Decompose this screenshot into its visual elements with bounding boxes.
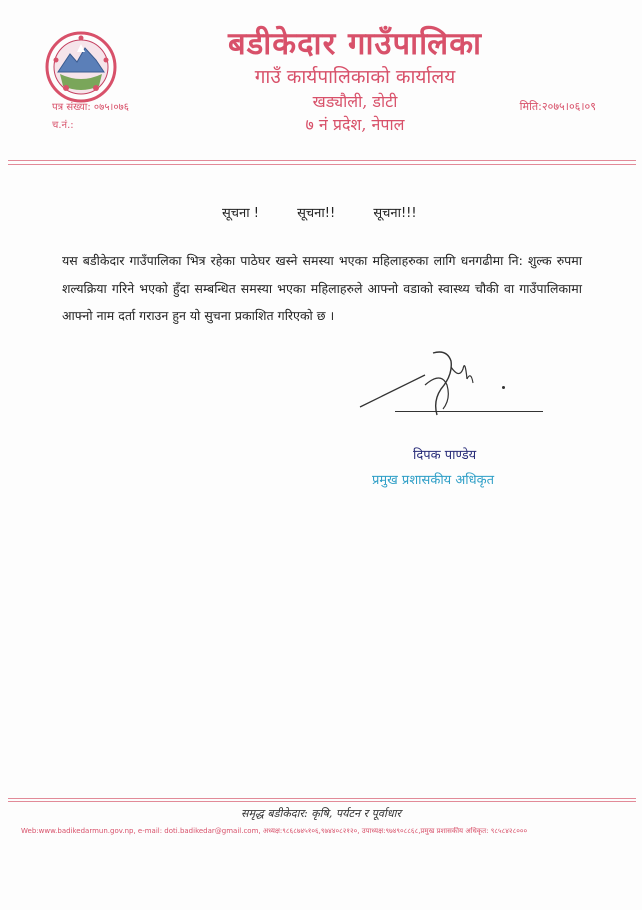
- signatory-name: दिपक पाण्डेय: [413, 448, 477, 463]
- notice-heading-1: सूचना !: [222, 206, 259, 221]
- signature-line: [395, 411, 543, 412]
- handwritten-signature: [355, 345, 495, 425]
- header-divider-top: [8, 160, 636, 161]
- signatory-title: प्रमुख प्रशासकीय अधिकृत: [372, 473, 495, 488]
- header-divider-bottom: [8, 164, 636, 165]
- footer-divider-top: [8, 798, 636, 799]
- notice-heading: [222, 203, 417, 221]
- footer-motto: समृद्ध बडीकेदार: कृषि, पर्यटन र पूर्वाधार: [241, 807, 401, 820]
- nepal-emblem-logo: [44, 30, 118, 104]
- address-line-1: खड्यौली, डोटी: [312, 92, 398, 111]
- notice-body: यस बडीकेदार गाउँपालिका भित्र रहेका पाठेघर खस्ने समस्या भएका महिलाहरुका लागि धनगढीमा नि: शुल्क रुपमा शल्यक्रिया गरिने भएको हुँदा सम्बन्धित समस्या भएका महिलाहरुले आफ्नो वडाको स्वास्थ्य चौकी वा गाउँपालिकामा आफ्नो नाम दर्ता गराउन हुन यो सुचना प्रकाशित गरिएको छ ।: [62, 253, 582, 323]
- notice-heading-3: सूचना!!!: [373, 206, 417, 221]
- footer-contact-info: Web:www.badikedarmun.gov.np, e-mail: doti.badikedar@gmail.com, अध्यक्ष:९८६८७४५१०६,९७४४०८२१२०, उपाध्यक्ष:९७४९०८८६८,प्रमुख प्रशासकीय अधिकृत: ९८५८४२८०००: [21, 827, 528, 835]
- footer-divider-bottom: [8, 801, 636, 802]
- signature-dot: [502, 386, 505, 389]
- letter-date: मिति:२०७५।०६।०९: [519, 100, 596, 113]
- office-subtitle: गाउँ कार्यपालिकाको कार्यालय: [254, 66, 456, 88]
- municipality-title: बडीकेदार गाउँपालिका: [227, 26, 483, 62]
- dispatch-number: च.नं.:: [52, 120, 74, 131]
- address-line-2: ७ नं प्रदेश, नेपाल: [305, 115, 405, 134]
- notice-heading-2: सूचना!!: [297, 206, 336, 221]
- letter-reference-number: पत्र संख्या: ०७५।०७६: [52, 102, 129, 113]
